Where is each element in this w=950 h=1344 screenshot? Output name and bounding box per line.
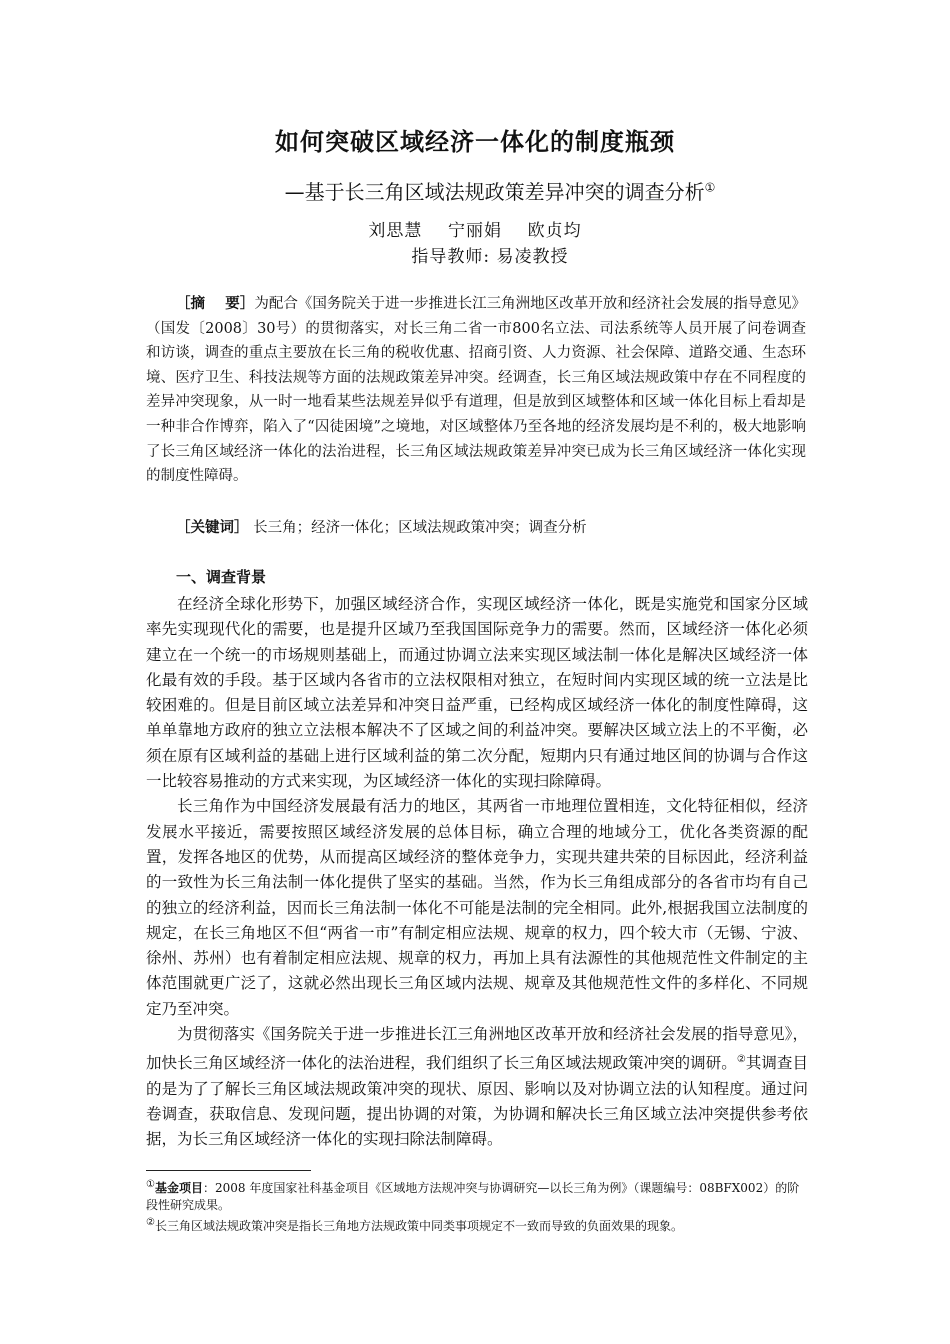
keywords [176,516,806,540]
authors: 刘思慧 宁丽娟 欧贞均 [368,221,582,241]
abstract [146,292,806,489]
footnote-1-label: 基金项目 [154,1181,203,1195]
footnote-mark-2: ② [736,1054,746,1066]
footnote-1-text: ：2008 年度国家社科基金项目《区域地方法规冲突与协调研究—以长三角为例》（课题编号：08BFX002）的阶段性研究成果。 [146,1181,800,1212]
footnote-2-text: 长三角区域法规政策冲突是指长三角地方法规政策中同类事项规定不一致而导致的负面效果的现象。 [154,1219,683,1233]
body-paragraph-1: 在经济全球化形势下，加强区域经济合作，实现区域经济一体化，既是实施党和国家分区域率先实现现代化的需要，也是提升区域乃至我国国际竞争力的需要。然而，区域经济一体化必须建立在一个统一的市场规则基础上，而通过协调立法来实现区域法制一体化是解决区域经济一体化最有效的手段。基于区域内各省市的立法权限相对独立，在短时间内实现区域的统一立法是比较困难的。但是目前区域立法差异和冲突日益严重，已经构成区域经济一体化的制度性障碍，这单单靠地方政府的独立立法根本解决不了区域之间的利益冲突。要解决区域立法上的不平衡，必须在原有区域利益的基础上进行区域利益的第二次分配，短期内只有通过地区间的协调与合作这一比较容易推动的方式来实现，为区域经济一体化的实现扫除障碍。 [146,595,808,791]
paper-title: 如何突破区域经济一体化的制度瓶颈 [275,128,675,156]
footnote-1 [146,1176,808,1214]
body-paragraph-3 [146,1022,808,1153]
footnote-1-mark: ① [146,1179,155,1190]
body-paragraph-2: 长三角作为中国经济发展最有活力的地区，其两省一市地理位置相连，文化特征相似，经济发展水平接近，需要按照区域经济发展的总体目标，确立合理的地域分工，优化各类资源的配置，发挥各地区的优势，从而提高区域经济的整体竞争力，实现共建共荣的目标因此，经济利益的一致性为长三角法制一体化提供了坚实的基础。当然，作为长三角组成部分的各省市均有自己的独立的经济利益，因而长三角法制一体化不可能是法制的完全相同。此外,根据我国立法制度的规定，在长三角地区不但“两省一市”有制定相应法规、规章的权力，四个较大市（无锡、宁波、徐州、苏州）也有着制定相应法规、规章的权力，再加上具有法源性的其他规范性文件制定的主体范围就更广泛了，这就必然出现长三角区域内法规、规章及其他规范性文件的多样化、不同规定乃至冲突。 [146,797,808,1018]
keywords-text: 长三角；经济一体化；区域法规政策冲突；调查分析 [248,520,587,536]
subtitle-text: —基于长三角区域法规政策差异冲突的调查分析 [284,180,705,204]
abstract-label: ［摘 要］ [176,295,255,312]
paragraph-3-part-a: 为贯彻落实《国务院关于进一步推进长江三角洲地区改革开放和经济社会发展的指导意见》，加快长三角区域经济一体化的法治进程，我们组织了长三角区域法规政策冲突的调研。 [146,1025,808,1073]
abstract-text: 为配合《国务院关于进一步推进长江三角洲地区改革开放和经济社会发展的指导意见》（国发〔2008〕30号）的贯彻落实，对长三角二省一市800名立法、司法系统等人员开展了问卷调查和访谈，调查的重点主要放在长三角的税收优惠、招商引资、人力资源、社会保障、道路交通、生态环境、医疗卫生、科技法规等方面的法规政策差异冲突。经调查，长三角区域法规政策中存在不同程度的差异冲突现象，从一时一地看某些法规差异似乎有道理，但是放到区域整体和区域一体化目标上看却是一种非合作博弈，陷入了“囚徒困境”之境地，对区域整体乃至各地的经济发展均是不利的，极大地影响了长三角区域经济一体化的法治进程，长三角区域法规政策差异冲突已成为长三角区域经济一体化实现的制度性障碍。 [146,296,806,485]
footnote-divider [146,1170,311,1171]
advisor: 指导教师: 易凌教授 [411,247,569,267]
paragraph-3-part-b: 其调查目的是为了了解长三角区域法规政策冲突的现状、原因、影响以及对协调立法的认知程度。通过问卷调查，获取信息、发现问题，提出协调的对策，为协调和解决长三角区域立法冲突提供参考依据，为长三角区域经济一体化的实现扫除法制障碍。 [146,1054,808,1149]
paper-subtitle [0,176,950,205]
keywords-label: ［关键词］ [176,519,249,536]
section-heading: 一、调查背景 [176,568,267,586]
footnote-2 [146,1214,808,1235]
footnote-2-mark: ② [146,1217,155,1228]
subtitle-footnote-mark: ① [704,180,716,195]
footnotes [146,1176,808,1235]
section-body [146,592,808,1153]
